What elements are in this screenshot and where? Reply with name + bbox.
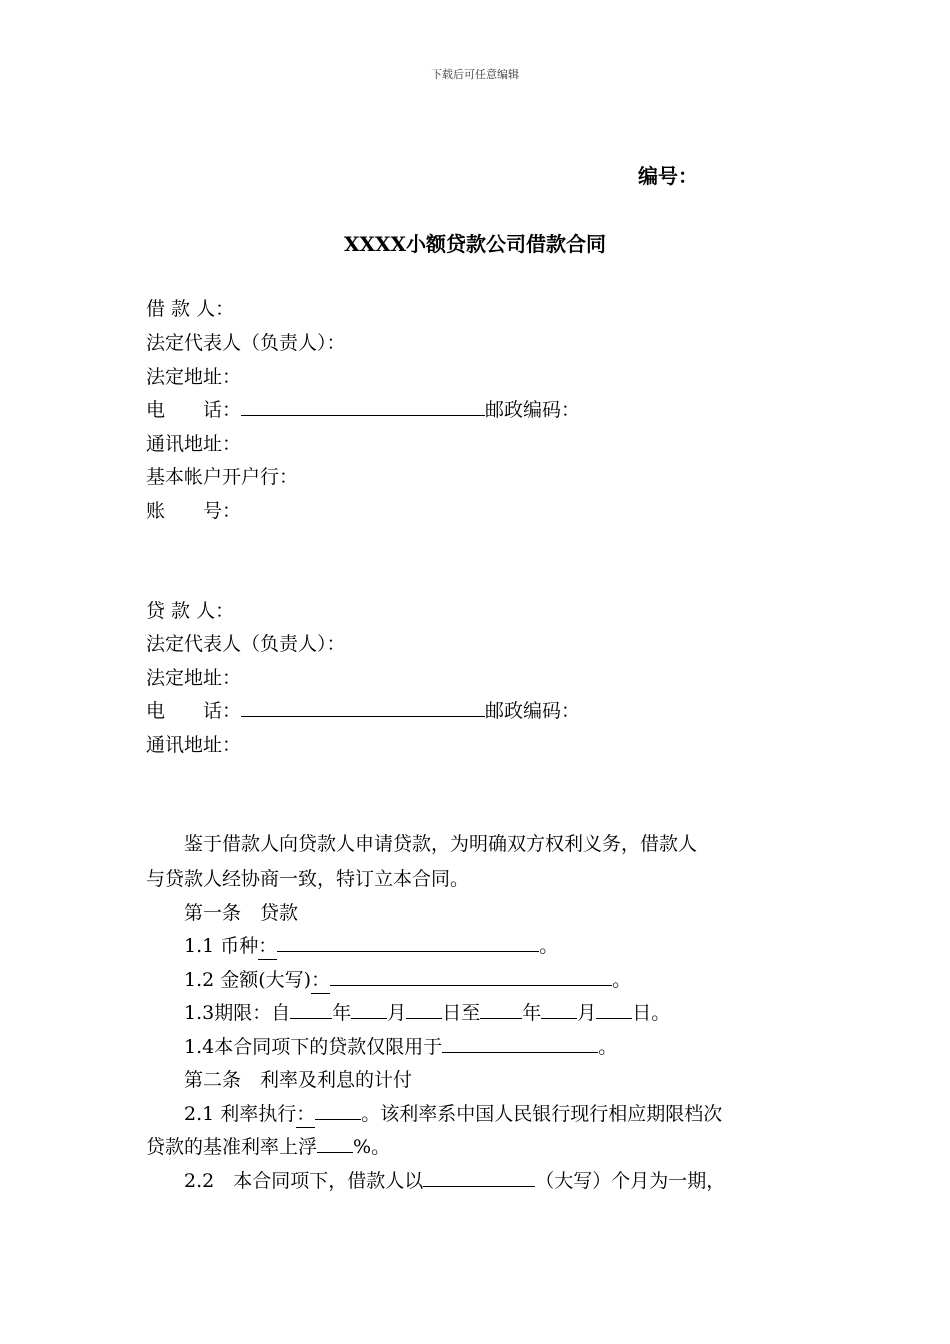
clause-2-2-text-b: （大写）个月为一期， xyxy=(535,1170,726,1192)
document-number-label: 编号： xyxy=(638,164,698,188)
start-year-blank xyxy=(290,1000,332,1019)
clause-1-2-end: 。 xyxy=(612,969,632,991)
intro-line-2: 与贷款人经协商一致，特订立本合同。 xyxy=(146,868,470,890)
clause-2-1-line2-text: 贷款的基准利率上浮 xyxy=(146,1136,318,1158)
borrower-name-label: 借 款 人： xyxy=(146,298,235,320)
lender-phone-label: 电 话： xyxy=(146,700,242,722)
borrower-phone-blank xyxy=(241,397,485,416)
clause-1-3-day-end: 日。 xyxy=(632,1002,671,1024)
page-header: 下载后可任意编辑 xyxy=(431,68,519,81)
clause-2-1-rest: 。该利率系中国人民银行现行相应期限档次 xyxy=(361,1103,723,1125)
clause-1-2-colon: ： xyxy=(311,967,330,994)
article-2-title: 第二条 利率及利息的计付 xyxy=(184,1069,413,1091)
lender-phone-row xyxy=(146,698,580,724)
purpose-blank xyxy=(442,1034,598,1053)
borrower-mail-address-label: 通讯地址： xyxy=(146,433,242,455)
clause-1-3-month2: 月 xyxy=(577,1002,597,1024)
start-day-blank xyxy=(406,1000,442,1019)
end-year-blank xyxy=(480,1000,522,1019)
clause-2-1-line2 xyxy=(146,1134,390,1160)
clause-1-3-year2: 年 xyxy=(522,1002,542,1024)
start-month-blank xyxy=(351,1000,387,1019)
clause-1-3-year: 年 xyxy=(332,1002,352,1024)
clause-1-4-label: 1.4本合同项下的贷款仅限用于 xyxy=(184,1036,443,1058)
amount-blank xyxy=(330,967,612,986)
clause-2-2 xyxy=(184,1168,725,1194)
clause-1-4 xyxy=(184,1034,617,1060)
rate-float-blank xyxy=(317,1134,353,1153)
clause-1-1-end: 。 xyxy=(539,935,559,957)
borrower-address-label: 法定地址： xyxy=(146,366,242,388)
lender-postcode-label: 邮政编码： xyxy=(485,700,581,722)
clause-1-3 xyxy=(184,1000,670,1026)
period-months-blank xyxy=(423,1168,535,1187)
lender-name-label: 贷 款 人： xyxy=(146,600,235,622)
borrower-phone-row xyxy=(146,397,580,423)
lender-address-label: 法定地址： xyxy=(146,667,242,689)
interest-rate-blank xyxy=(315,1101,361,1120)
clause-2-1-label: 2.1 利率执行 xyxy=(184,1103,297,1125)
clause-1-1 xyxy=(184,933,558,960)
lender-rep-label: 法定代表人（负责人）： xyxy=(146,633,346,655)
borrower-bank-label: 基本帐户开户行： xyxy=(146,466,299,488)
clause-2-1-colon: ： xyxy=(296,1101,315,1128)
end-month-blank xyxy=(541,1000,577,1019)
clause-1-2-label: 1.2 金额(大写) xyxy=(184,969,312,991)
clause-1-3-month: 月 xyxy=(387,1002,407,1024)
clause-1-3-day-to: 日至 xyxy=(442,1002,481,1024)
currency-blank xyxy=(277,933,539,952)
lender-phone-blank xyxy=(241,698,485,717)
borrower-postcode-label: 邮政编码： xyxy=(485,399,581,421)
document-title: XXXX小额贷款公司借款合同 xyxy=(343,232,607,256)
clause-2-1-line2-percent: %。 xyxy=(353,1136,391,1158)
borrower-rep-label: 法定代表人（负责人）： xyxy=(146,332,346,354)
clause-2-2-text-a: 2.2 本合同项下，借款人以 xyxy=(184,1170,424,1192)
clause-1-4-end: 。 xyxy=(598,1036,618,1058)
clause-1-2 xyxy=(184,967,631,994)
intro-line-1: 鉴于借款人向贷款人申请贷款，为明确双方权利义务，借款人 xyxy=(184,833,698,855)
borrower-account-label: 账 号： xyxy=(146,500,242,522)
clause-1-3-prefix: 1.3期限：自 xyxy=(184,1002,291,1024)
article-1-title: 第一条 贷款 xyxy=(184,902,299,924)
clause-2-1 xyxy=(184,1101,722,1128)
end-day-blank xyxy=(596,1000,632,1019)
borrower-phone-label: 电 话： xyxy=(146,399,242,421)
clause-1-1-colon: ： xyxy=(258,933,277,960)
clause-1-1-label: 1.1 币种 xyxy=(184,935,259,957)
lender-mail-address-label: 通讯地址： xyxy=(146,734,242,756)
